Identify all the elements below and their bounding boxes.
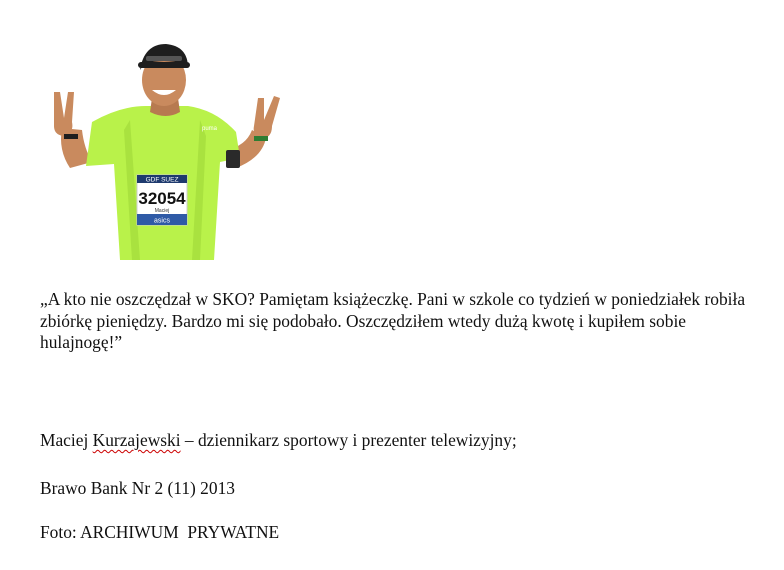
race-bib <box>137 175 187 225</box>
right-wristband <box>254 136 268 141</box>
author-description: – dziennikarz sportowy i prezenter telewizyjny; <box>184 430 517 450</box>
armband-phone <box>226 150 240 168</box>
sunglasses <box>146 56 182 61</box>
runner-illustration <box>40 40 290 260</box>
bib-sponsor-top: GDF SUEZ <box>145 176 179 184</box>
left-wristband <box>64 134 78 139</box>
author-last-name: Kurzajewski <box>92 430 181 450</box>
photo-credit: Foto: ARCHIWUM PRYWATNE <box>40 522 280 542</box>
right-hand-v-sign <box>254 96 280 138</box>
runner-photo <box>40 40 290 260</box>
author-first-name: Maciej <box>40 430 89 450</box>
bib-number: 32054 <box>138 189 186 208</box>
author-line <box>40 430 517 451</box>
quote-text: „A kto nie oszczędzał w SKO? Pamiętam książeczkę. Pani w szkole co tydzień w poniedziałek robiła zbiórkę pieniędzy. Bardzo mi się podobało. Oszczędziłem wtedy dużą kwotę i kupiłem sobie hulajnogę!” <box>40 289 746 352</box>
source-line: Brawo Bank Nr 2 (11) 2013 <box>40 478 235 498</box>
bib-sponsor-bottom: asics <box>154 217 170 225</box>
shirt-brand-logo: puma <box>202 126 218 132</box>
left-hand-v-sign <box>54 92 74 136</box>
bib-name: Maciej <box>154 208 170 214</box>
